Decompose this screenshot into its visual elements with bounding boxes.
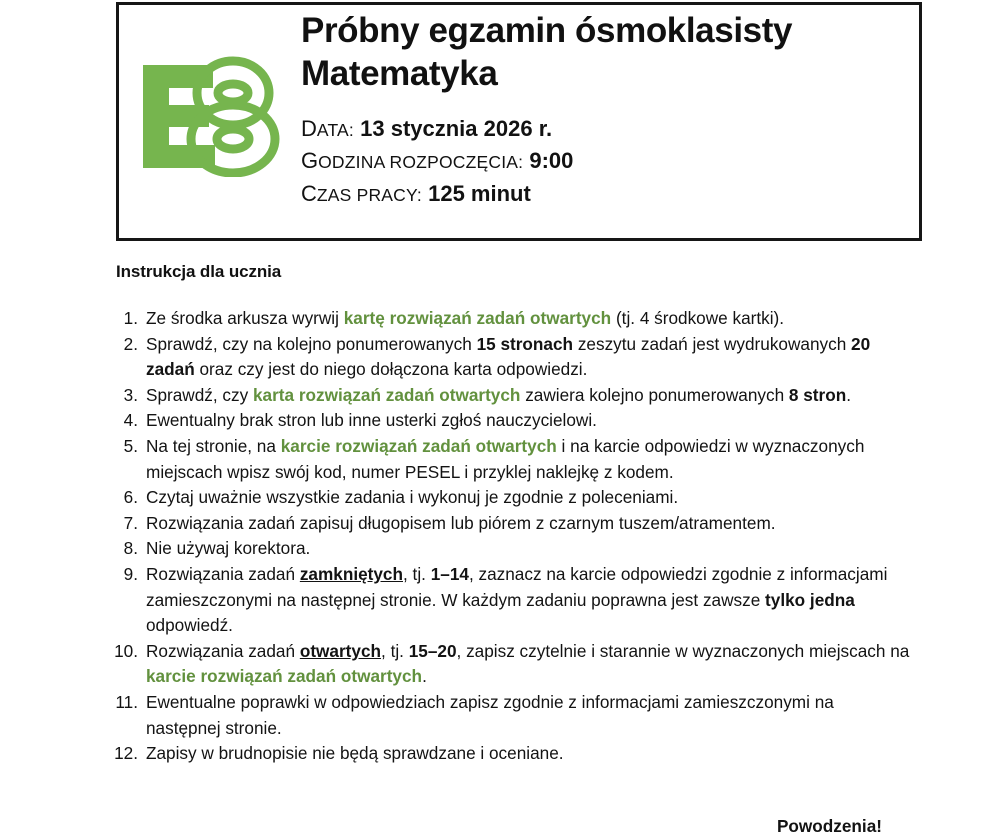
meta-label-rest: ZAS PRACY:	[316, 184, 422, 205]
instruction-text	[146, 306, 910, 332]
instruction-segment: oraz czy jest do niego dołączona karta odpowiedzi.	[194, 359, 588, 380]
instruction-segment: 8 stron	[788, 384, 847, 405]
instruction-number: 6.	[123, 487, 138, 508]
instruction-segment: kartę rozwiązań zadań otwartych	[343, 308, 612, 328]
instruction-segment: zamkniętych	[299, 563, 403, 584]
instruction-item	[110, 332, 910, 383]
instruction-segment: .	[422, 666, 427, 687]
instruction-text	[146, 536, 910, 562]
instruction-segment: Na tej stronie, na	[146, 435, 281, 456]
instruction-number: 10.	[114, 640, 138, 661]
instruction-number: 1.	[123, 308, 138, 328]
instruction-segment: karta rozwiązań zadań otwartych	[252, 384, 521, 405]
e8-logo-icon	[137, 55, 289, 177]
instruction-segment: Rozwiązania zadań	[146, 563, 300, 584]
instruction-segment: tylko jedna	[765, 589, 855, 610]
instruction-number: 5.	[123, 435, 138, 456]
meta-label-initial: G	[301, 148, 319, 174]
instruction-item	[110, 408, 910, 434]
instruction-segment: Sprawdź, czy na kolejno ponumerowanych	[146, 333, 477, 354]
instruction-segment: i na karcie odpowiedzi w wyznaczonych miejscach wpisz swój kod, numer PESEL i przyklej naklejkę z kodem.	[146, 435, 865, 482]
instruction-item	[110, 485, 910, 511]
instruction-number: 2.	[123, 333, 138, 354]
exam-meta-list	[301, 113, 909, 210]
instruction-segment: otwartych	[299, 640, 382, 661]
instruction-item	[110, 434, 910, 485]
instruction-text	[146, 332, 910, 383]
meta-label-initial: C	[301, 180, 317, 206]
instruction-number: 7.	[123, 512, 138, 533]
instruction-segment: .	[846, 384, 851, 405]
instruction-segment: karcie rozwiązań zadań otwartych	[280, 435, 557, 456]
exam-meta-start-time	[301, 145, 909, 177]
instructions-list	[110, 306, 910, 767]
instruction-item	[110, 562, 910, 639]
instruction-segment: Sprawdź, czy	[146, 384, 253, 405]
instruction-text	[146, 639, 910, 690]
meta-label-rest: ATA:	[316, 120, 354, 141]
instruction-text	[146, 434, 910, 485]
instruction-item	[110, 639, 910, 690]
instruction-segment: Ze środka arkusza wyrwij	[146, 308, 344, 328]
instruction-segment: , zapisz czytelnie i starannie w wyznaczonych miejscach na	[456, 640, 910, 661]
meta-label-rest: ODZINA ROZPOCZĘCIA:	[318, 152, 524, 173]
header-text-block	[301, 5, 919, 210]
logo-cell	[119, 5, 301, 238]
instruction-segment: , zaznacz na karcie odpowiedzi zgodnie z informacjami zamieszczonymi na następnej stronie. W każdym zadaniu poprawna jest zawsze	[146, 563, 888, 610]
instruction-number: 11.	[115, 691, 138, 712]
closing-salutation: Powodzenia!	[776, 816, 882, 836]
exam-title-line-2: Matematyka	[301, 54, 498, 94]
instruction-item	[110, 511, 910, 537]
instruction-segment: 1–14	[430, 563, 469, 584]
meta-value-start-time: 9:00	[529, 148, 574, 174]
instruction-segment: Zapisy w brudnopisie nie będą sprawdzane i oceniane.	[146, 743, 564, 764]
instruction-text	[146, 511, 910, 537]
instruction-segment: zawiera kolejno ponumerowanych	[520, 384, 789, 405]
instruction-segment: Rozwiązania zadań zapisuj długopisem lub piórem z czarnym tuszem/atramentem.	[146, 512, 776, 533]
instruction-segment: Rozwiązania zadań	[146, 640, 300, 661]
meta-value-duration: 125 minut	[428, 180, 531, 206]
instruction-item	[110, 383, 910, 409]
instruction-segment: Nie używaj korektora.	[146, 538, 311, 559]
instruction-segment: (tj. 4 środkowe kartki).	[611, 308, 785, 328]
instruction-text	[146, 690, 910, 741]
instruction-segment: , tj.	[381, 640, 409, 661]
exam-meta-duration	[301, 178, 909, 210]
instruction-segment: 15 stronach	[476, 333, 574, 354]
exam-meta-date	[301, 113, 909, 145]
instruction-text	[146, 562, 910, 639]
instruction-number: 3.	[123, 384, 138, 405]
instruction-segment: karcie rozwiązań zadań otwartych	[146, 666, 423, 687]
instruction-number: 4.	[123, 410, 138, 431]
exam-header-box	[116, 2, 922, 241]
instruction-text	[146, 408, 910, 434]
exam-title-line-1: Próbny egzamin ósmoklasisty	[301, 11, 793, 50]
instruction-segment: , tj.	[403, 563, 431, 584]
instruction-segment: zeszytu zadań jest wydrukowanych	[573, 333, 852, 354]
page-title	[301, 9, 909, 95]
instruction-item	[110, 690, 910, 741]
instruction-item	[110, 536, 910, 562]
instruction-number: 9.	[123, 563, 138, 584]
instruction-item	[110, 306, 910, 332]
meta-label-initial: D	[301, 116, 317, 142]
instruction-number: 12.	[114, 743, 138, 764]
instruction-segment: 15–20	[408, 640, 457, 661]
meta-value-date: 13 stycznia 2026 r.	[360, 116, 553, 142]
instruction-text	[146, 383, 910, 409]
instruction-segment: odpowiedź.	[146, 615, 233, 636]
instruction-text	[146, 485, 910, 511]
instruction-segment: Ewentualne poprawki w odpowiedziach zapisz zgodnie z informacjami zamieszczonymi na następnej stronie.	[146, 691, 834, 738]
instruction-segment: Ewentualny brak stron lub inne usterki zgłoś nauczycielowi.	[146, 410, 597, 431]
instruction-item	[110, 741, 910, 767]
instruction-segment: Czytaj uważnie wszystkie zadania i wykonuj je zgodnie z poleceniami.	[146, 487, 679, 508]
instructions-heading: Instrukcja dla ucznia	[116, 262, 282, 281]
instruction-segment: 20 zadań	[146, 333, 871, 380]
instruction-text	[146, 741, 910, 767]
instruction-number: 8.	[123, 538, 138, 559]
